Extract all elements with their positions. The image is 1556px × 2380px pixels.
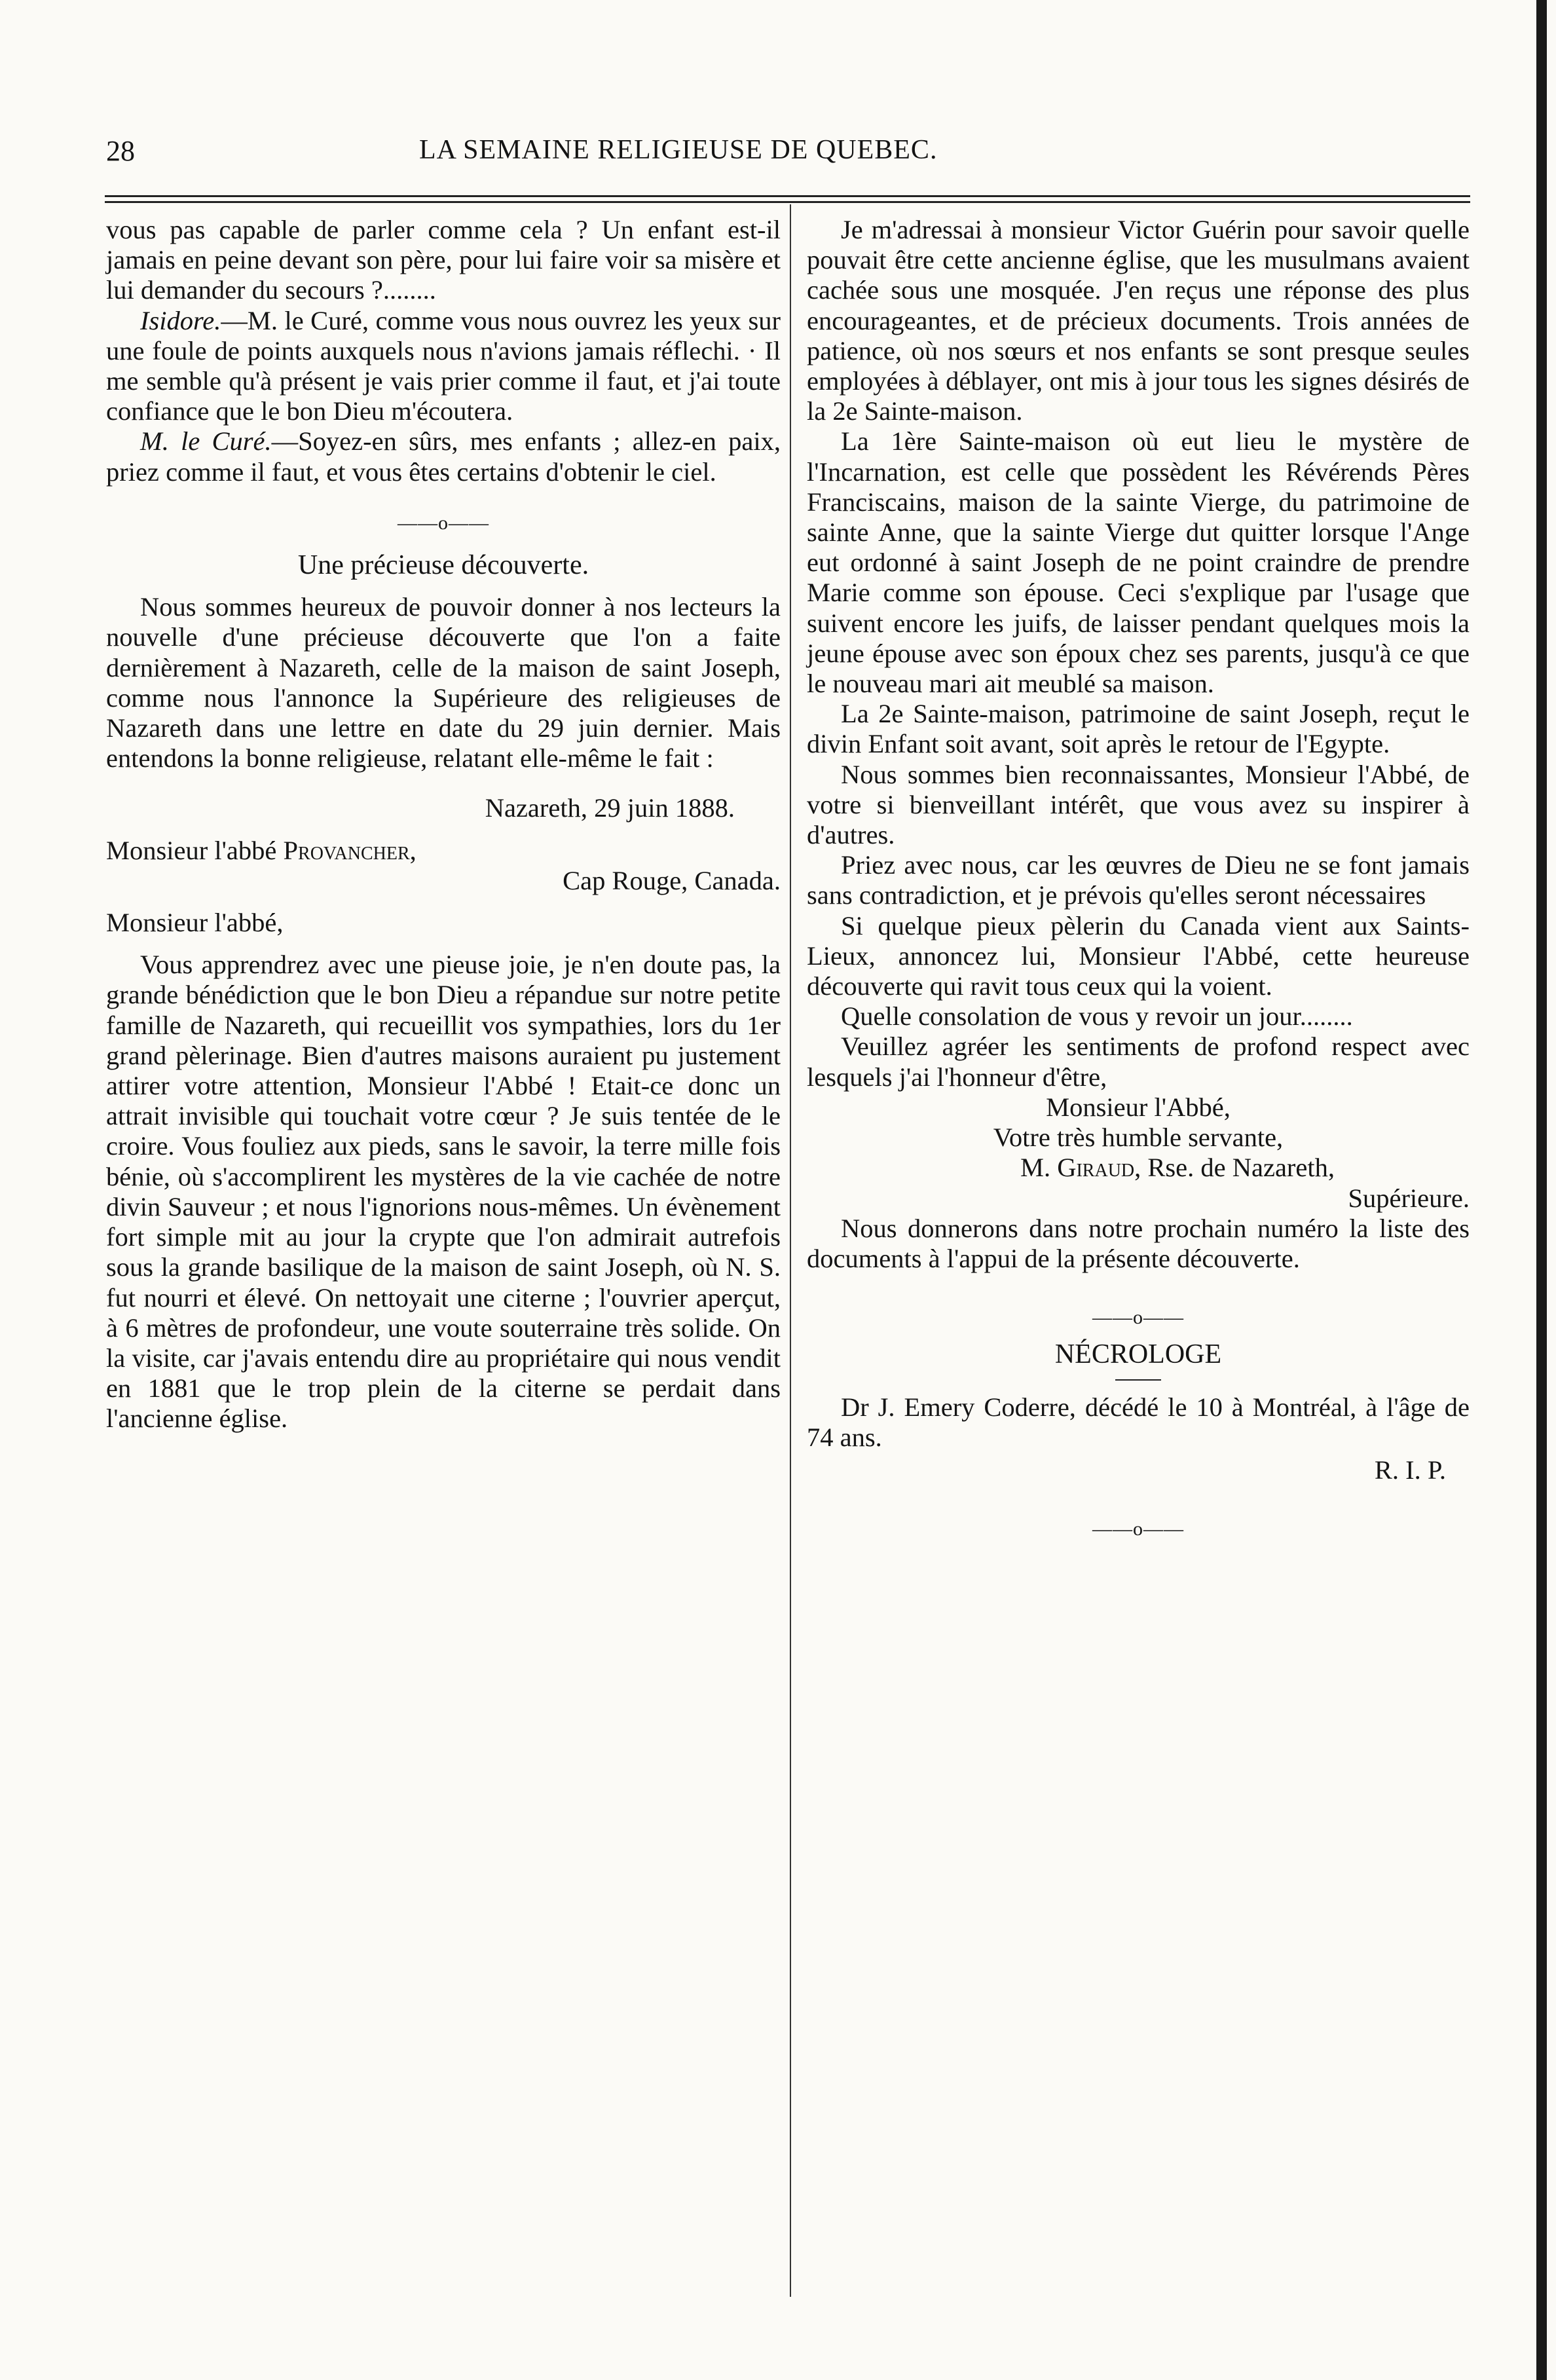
letter-paragraph: Priez avec nous, car les œuvres de Dieu ne se font jamais sans contradiction, et je prévois qu'elles seront nécessaires (807, 850, 1470, 910)
dialogue-continuation: vous pas capable de parler comme cela ? Un enfant est-il jamais en peine devant son père, pour lui faire voir sa misère et lui demander du secours ?........ (106, 215, 781, 305)
right-column (807, 215, 1470, 1551)
closing-line: Votre très humble servante, (993, 1123, 1284, 1153)
page-edge-shadow (1536, 0, 1547, 2380)
letter-paragraph: Je m'adressai à monsieur Victor Guérin pour savoir quelle pouvait être cette ancienne église, que les musulmans avaient cachée sous une mosquée. J'en reçus une réponse des plus encourageantes, et de précieux documents. Trois années de patience, où nos sœurs et nos enfants se sont presque seules employées à déblayer, ont mis à jour tous les signes désirés de la 2e Sainte-maison. (807, 215, 1470, 426)
addressee-place: Cap Rouge, Canada. (563, 865, 781, 895)
speech-text: —Soyez-en sûrs, mes enfants ; allez-en paix, priez comme il faut, et vous êtes certains d'obtenir le ciel. (106, 426, 781, 487)
speaker-name: M. le Curé. (140, 426, 272, 456)
dialogue-cure (106, 426, 781, 487)
running-title: LA SEMAINE RELIGIEUSE DE QUEBEC. (419, 135, 938, 165)
section-separator: ——o—— (1092, 1307, 1184, 1329)
addressee-name: Provancher, (283, 835, 417, 865)
signature-prefix: M. (1020, 1153, 1051, 1183)
letter-body: Vous apprendrez avec une pieuse joie, je n'en doute pas, la grande bénédiction que le bon Dieu a répandue sur notre petite famille de Nazareth, qui recueillit vos sympathies, lors du 1er grand pèlerinage. Bien d'autres maisons auraient pu justement attirer votre attention, Monsieur l'Abbé ! Etait-ce donc un attrait invisible qui touchait votre cœur ? Je suis tentée de le croire. Vous fouliez aux pieds, sans le savoir, la terre mille fois bénie, où s'accomplirent les mystères de la vie cachée de notre divin Sauveur ; et nous l'ignorions nous-mêmes. Un évènement fort simple mit au jour la crypte que l'on admirait autrefois sous la grande basilique de la maison de saint Joseph, où N. S. fut nourri et élevé. On nettoyait une citerne ; l'ouvrier aperçut, à 6 mètres de profondeur, une voute souterraine très solide. On la visite, car j'avais entendu dire au propriétaire qui nous vendit en 1881 que le trop plein de la citerne se perdait dans l'ancienne église. (106, 950, 781, 1434)
obituary-text: Dr J. Emery Coderre, décédé le 10 à Montréal, à l'âge de 74 ans. (807, 1392, 1470, 1452)
header-rule-top (105, 195, 1470, 197)
article-title: Une précieuse découverte. (297, 550, 589, 581)
header-rule-bottom (105, 201, 1470, 203)
editor-note: Nous donnerons dans notre prochain numéro la liste des documents à l'appui de la présente découverte. (807, 1213, 1470, 1273)
closing-line: Monsieur l'Abbé, (1046, 1092, 1231, 1122)
letter-addressee (106, 836, 781, 866)
letter-paragraph: Veuillez agréer les sentiments de profond respect avec lesquels j'ai l'honneur d'être, (807, 1032, 1470, 1092)
letter-paragraph: La 2e Sainte-maison, patrimoine de saint Joseph, reçut le divin Enfant soit avant, soit après le retour de l'Egypte. (807, 699, 1470, 759)
letter-paragraph: Nous sommes bien reconnaissantes, Monsieur l'Abbé, de votre si bienveillant intérêt, que vous avez su inspirer à d'autres. (807, 759, 1470, 850)
addressee-prefix: Monsieur l'abbé (106, 835, 277, 865)
necrology-title: NÉCROLOGE (1054, 1339, 1222, 1370)
signature-suffix: Rse. de Nazareth, (1147, 1153, 1335, 1183)
page-number: 28 (106, 135, 135, 167)
letter-dateline: Nazareth, 29 juin 1888. (485, 793, 735, 823)
letter-paragraph: Si quelque pieux pèlerin du Canada vient aux Saints-Lieux, annoncez lui, Monsieur l'Abbé, cette heureuse découverte qui ravit tous ceux qui la voient. (807, 910, 1470, 1001)
column-divider (790, 204, 791, 2297)
letter-salutation: Monsieur l'abbé, (106, 908, 284, 938)
section-separator: ——o—— (398, 511, 489, 534)
rip-text: R. I. P. (1374, 1455, 1446, 1485)
left-column (106, 215, 781, 1434)
article-intro: Nous sommes heureux de pouvoir donner à nos lecteurs la nouvelle d'une précieuse découverte que l'on a faite dernièrement à Nazareth, celle de la maison de saint Joseph, comme nous l'annonce la Supérieure des religieuses de Nazareth dans une lettre en date du 29 juin dernier. Mais entendons la bonne religieuse, relatant elle-même le fait : (106, 592, 781, 773)
letter-paragraph: La 1ère Sainte-maison où eut lieu le mystère de l'Incarnation, est celle que possèdent les Révérends Pères Franciscains, maison de la sainte Vierge, du patrimoine de sainte Anne, que la sainte Vierge dut quitter lorsque l'Ange eut ordonné à saint Joseph de ne point craindre de prendre Marie comme son épouse. Ceci s'explique par l'usage que suivent encore les juifs, de laisser pendant quelques mois la jeune épouse avec son époux chez ses parents, jusqu'à ce que le nouveau mari ait meublé sa maison. (807, 426, 1470, 699)
section-separator: ——o—— (1092, 1518, 1184, 1540)
title-underline (1115, 1379, 1161, 1381)
speaker-name: Isidore. (140, 305, 221, 335)
dialogue-isidore (106, 306, 781, 427)
speech-text: —M. le Curé, comme vous nous ouvrez les yeux sur une foule de points auxquels nous n'avions jamais réflechi. · Il me semble qu'à présent je vais prier comme il faut, et j'ai toute confiance que le bon Dieu m'écoutera. (106, 305, 781, 426)
signature-name: Giraud, (1057, 1153, 1141, 1183)
letter-paragraph: Quelle consolation de vous y revoir un jour........ (841, 1001, 1353, 1032)
signature (807, 1153, 1470, 1183)
signature-title: Supérieure. (1348, 1183, 1470, 1213)
